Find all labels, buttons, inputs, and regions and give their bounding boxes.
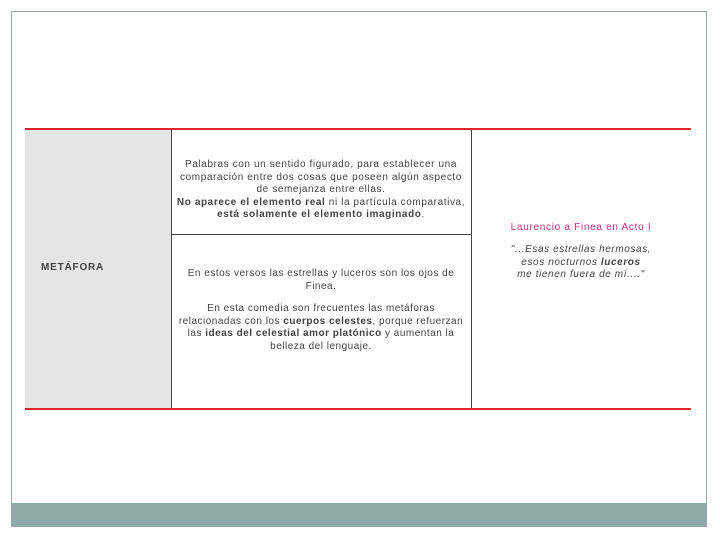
example-span: , porque refuerzan — [372, 315, 464, 327]
example-span: belleza del lenguaje. — [270, 340, 372, 352]
quote-bold: luceros — [600, 256, 641, 268]
example-bold: ideas del celestial amor platónico — [205, 328, 382, 339]
definition-text — [172, 159, 470, 222]
row-divider — [171, 234, 471, 235]
example-text — [172, 268, 470, 363]
definition-line — [172, 209, 470, 222]
quote-text — [472, 244, 690, 282]
definition-line — [172, 197, 470, 210]
definition-span: ni la partícula comparativa, — [325, 196, 466, 208]
definition-span: . — [421, 209, 425, 220]
example-span: Finea. — [305, 280, 337, 292]
example-span: relacionadas con los — [178, 315, 284, 327]
example-span: las — [187, 328, 206, 339]
definition-line: Palabras con un sentido figurado, para establecer una — [185, 159, 457, 170]
footer-bar — [12, 503, 706, 527]
example-span: En esta comedia son frecuentes las metáforas — [207, 303, 435, 314]
definition-bold: No aparece el elemento real — [176, 196, 326, 208]
table-top-border — [25, 128, 691, 130]
definition-line: comparación entre dos cosas que poseen algún aspecto — [180, 171, 462, 183]
example-paragraph-1 — [172, 268, 470, 293]
table-bottom-border — [25, 408, 691, 410]
term-label: METÁFORA — [41, 262, 105, 273]
definition-line: de semejanza entre ellas. — [256, 184, 386, 195]
example-span: y aumentan la — [381, 328, 455, 339]
quote-line: "...Esas estrellas hermosas, — [510, 244, 652, 255]
quote-line — [472, 257, 690, 270]
example-span: En estos versos las estrellas y luceros son los ojos de — [187, 268, 455, 279]
example-bold: cuerpos celestes — [283, 315, 373, 327]
quote-title: Laurencio a Finea en Acto I — [510, 222, 652, 233]
term-cell — [25, 130, 171, 408]
quote-span: esos nocturnos — [521, 256, 601, 268]
definition-bold: está solamente el elemento imaginado — [217, 209, 422, 220]
example-paragraph-2 — [172, 303, 470, 353]
quote-line: me tienen fuera de mí...." — [517, 269, 645, 280]
